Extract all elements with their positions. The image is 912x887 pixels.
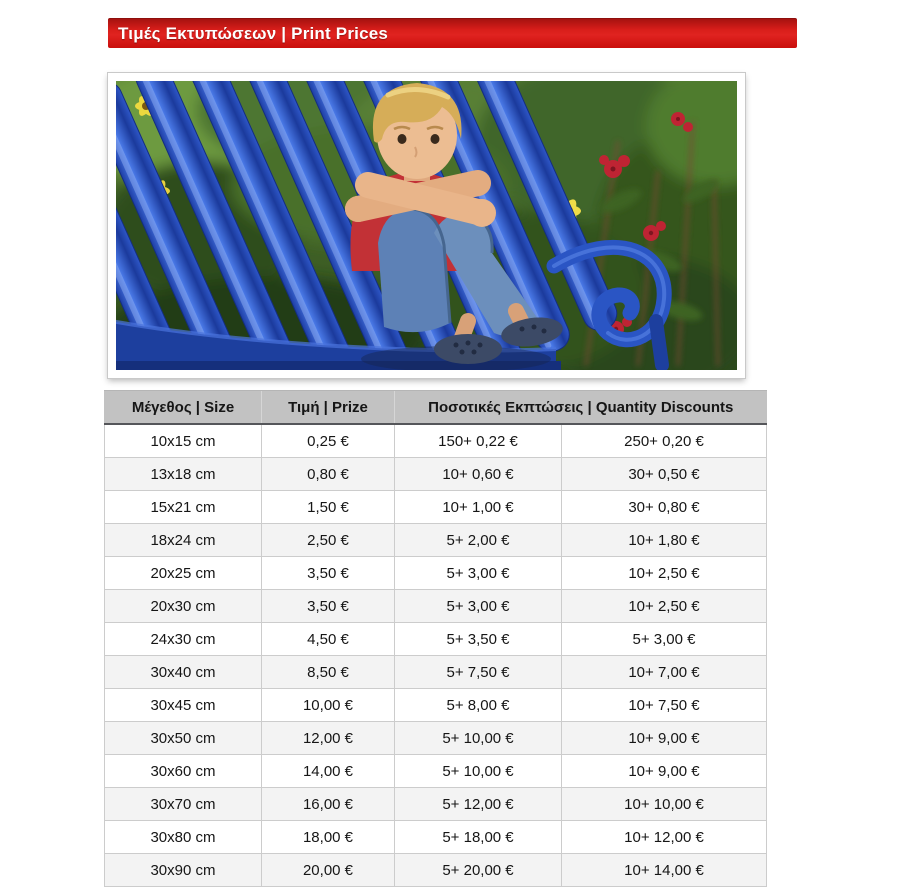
table-row <box>105 590 767 623</box>
table-cell: 8,50 € <box>262 656 395 689</box>
table-cell: 10x15 cm <box>105 424 262 458</box>
table-cell: 15x21 cm <box>105 491 262 524</box>
table-cell: 5+ 10,00 € <box>395 755 562 788</box>
table-row <box>105 689 767 722</box>
table-cell: 30+ 0,50 € <box>562 458 767 491</box>
table-cell: 3,50 € <box>262 557 395 590</box>
page-title-bar <box>108 18 797 48</box>
price-table <box>104 390 767 887</box>
table-row <box>105 656 767 689</box>
table-cell: 10+ 12,00 € <box>562 821 767 854</box>
table-cell: 18x24 cm <box>105 524 262 557</box>
table-cell: 10+ 2,50 € <box>562 590 767 623</box>
table-cell: 4,50 € <box>262 623 395 656</box>
table-cell: 30x90 cm <box>105 854 262 887</box>
price-table-header <box>105 391 767 425</box>
table-cell: 30x50 cm <box>105 722 262 755</box>
table-cell: 5+ 10,00 € <box>395 722 562 755</box>
table-cell: 3,50 € <box>262 590 395 623</box>
table-cell: 5+ 3,50 € <box>395 623 562 656</box>
table-cell: 24x30 cm <box>105 623 262 656</box>
table-cell: 5+ 3,00 € <box>395 557 562 590</box>
table-cell: 150+ 0,22 € <box>395 424 562 458</box>
table-cell: 1,50 € <box>262 491 395 524</box>
table-cell: 10+ 1,80 € <box>562 524 767 557</box>
table-cell: 0,80 € <box>262 458 395 491</box>
table-cell: 10+ 9,00 € <box>562 722 767 755</box>
table-cell: 20,00 € <box>262 854 395 887</box>
header-row <box>105 391 767 425</box>
table-cell: 18,00 € <box>262 821 395 854</box>
table-cell: 5+ 3,00 € <box>395 590 562 623</box>
title-zone <box>108 18 797 76</box>
table-cell: 10+ 2,50 € <box>562 557 767 590</box>
column-header-price: Τιμή | Prize <box>262 391 395 425</box>
hero-photo <box>108 73 745 378</box>
table-cell: 5+ 3,00 € <box>562 623 767 656</box>
table-row <box>105 755 767 788</box>
table-cell: 30x70 cm <box>105 788 262 821</box>
hero-photo-illustration <box>116 81 737 370</box>
table-cell: 10+ 7,00 € <box>562 656 767 689</box>
table-cell: 5+ 2,00 € <box>395 524 562 557</box>
table-cell: 10+ 9,00 € <box>562 755 767 788</box>
table-row <box>105 722 767 755</box>
table-cell: 13x18 cm <box>105 458 262 491</box>
table-cell: 20x30 cm <box>105 590 262 623</box>
table-cell: 30x60 cm <box>105 755 262 788</box>
table-cell: 30+ 0,80 € <box>562 491 767 524</box>
table-cell: 30x45 cm <box>105 689 262 722</box>
table-cell: 5+ 18,00 € <box>395 821 562 854</box>
table-row <box>105 821 767 854</box>
table-cell: 14,00 € <box>262 755 395 788</box>
column-header-quantity-discounts: Ποσοτικές Εκπτώσεις | Quantity Discounts <box>395 391 767 425</box>
table-cell: 5+ 7,50 € <box>395 656 562 689</box>
table-cell: 10+ 1,00 € <box>395 491 562 524</box>
table-row <box>105 424 767 458</box>
price-table-body <box>105 424 767 887</box>
table-cell: 30x40 cm <box>105 656 262 689</box>
table-cell: 5+ 12,00 € <box>395 788 562 821</box>
table-cell: 2,50 € <box>262 524 395 557</box>
page-title: Τιμές Εκτυπώσεων | Print Prices <box>118 23 389 43</box>
table-cell: 5+ 8,00 € <box>395 689 562 722</box>
table-cell: 5+ 20,00 € <box>395 854 562 887</box>
table-row <box>105 557 767 590</box>
table-row <box>105 491 767 524</box>
column-header-size: Μέγεθος | Size <box>105 391 262 425</box>
table-row <box>105 788 767 821</box>
table-cell: 30x80 cm <box>105 821 262 854</box>
table-cell: 10+ 14,00 € <box>562 854 767 887</box>
table-cell: 10+ 10,00 € <box>562 788 767 821</box>
table-cell: 16,00 € <box>262 788 395 821</box>
table-cell: 250+ 0,20 € <box>562 424 767 458</box>
table-cell: 10+ 7,50 € <box>562 689 767 722</box>
table-cell: 10+ 0,60 € <box>395 458 562 491</box>
table-row <box>105 458 767 491</box>
table-cell: 12,00 € <box>262 722 395 755</box>
table-row <box>105 623 767 656</box>
table-cell: 20x25 cm <box>105 557 262 590</box>
table-row <box>105 854 767 887</box>
table-cell: 0,25 € <box>262 424 395 458</box>
table-cell: 10,00 € <box>262 689 395 722</box>
table-row <box>105 524 767 557</box>
